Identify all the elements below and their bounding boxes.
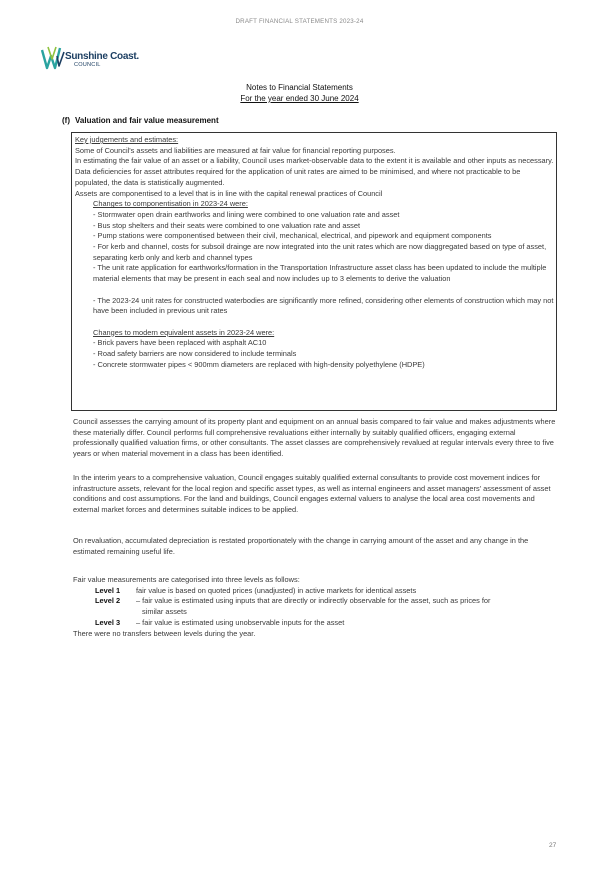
level-text-cont: similar assets xyxy=(142,607,187,617)
list-item: - Concrete stormwater pipes < 900mm diameters are replaced with high-density polyethylene (HDPE) xyxy=(93,359,425,369)
level-text: fair value is based on quoted prices (unadjusted) in active markets for identical assets xyxy=(136,585,417,595)
council-logo xyxy=(40,42,160,72)
box-heading: Key judgements and estimates: xyxy=(75,135,179,144)
list-item: - Stormwater open drain earthworks and lining were combined to one valuation rate and asset xyxy=(93,209,400,219)
page-title xyxy=(0,82,599,104)
box-line-4: Assets are componentised to a level that is in line with the capital renewal practices of Council xyxy=(75,188,383,198)
level-row xyxy=(73,596,560,617)
spacer xyxy=(93,285,554,296)
draft-header: DRAFT FINANCIAL STATEMENTS 2023-24 xyxy=(235,18,364,25)
list-item: - The 2023-24 unit rates for constructed waterbodies are significantly more refined, considering other elements of construction which may not have been included in previous unit rates xyxy=(93,295,554,316)
modern-equivalent-heading: Changes to modern equivalent assets in 2023-24 were: xyxy=(93,327,275,337)
title-line-2: For the year ended 30 June 2024 xyxy=(240,94,359,103)
fair-value-levels xyxy=(73,575,560,639)
level-label: Level 3 xyxy=(95,617,121,627)
closing-sentence: There were no transfers between levels during the year. xyxy=(73,628,256,638)
list-item: - Brick pavers have been replaced with asphalt AC10 xyxy=(93,338,267,348)
spacer xyxy=(93,317,554,328)
key-judgements-box xyxy=(71,132,557,411)
logo-wave-icon xyxy=(40,42,66,72)
level-label: Level 1 xyxy=(95,585,121,595)
logo-sub: COUNCIL xyxy=(74,62,101,68)
box-line-3: Data deficiencies for asset attributes required for the application of unit rates are aimed to be minimised, and where not practicable to be populated, the data is statistically augmented. xyxy=(75,167,521,187)
section-heading xyxy=(62,116,219,127)
list-item: - Pump stations were componentised between their civil, mechanical, electrical, and pipework and equipment components xyxy=(93,231,492,241)
list-item: - Road safety barriers are now considered to include terminals xyxy=(93,349,297,359)
page-number: 27 xyxy=(549,842,557,849)
level-row xyxy=(73,618,560,629)
list-item: - The unit rate application for earthworks/formation in the Transportation Infrastructure asset class has been updated to include the multiple material elements that may be present in each seal and now includes up to 3 elements to derive the valuation xyxy=(93,263,547,284)
paragraph-interim-years: In the interim years to a comprehensive valuation, Council engages suitably qualified external consultants to provide cost movement indices for infrastructure assets, relevant for the local region and specific asset types, as well as internal engineers and asset managers' assessment of asset conditions and cost assumptions. For the land and buildings, Council engages external valuers to analyse the local area cost movements and external market forces and determines suitable indices to be applied. xyxy=(73,473,551,515)
title-line-1: Notes to Financial Statements xyxy=(246,83,353,92)
paragraph-revaluation: On revaluation, accumulated depreciation is restated proportionately with the change in carrying amount of the asset and any change in the estimated remaining useful life. xyxy=(73,536,529,556)
level-text-block xyxy=(130,596,560,617)
section-title: Valuation and fair value measurement xyxy=(75,116,219,125)
box-line-1: Some of Council's assets and liabilities are measured at fair value for financial reporting purposes. xyxy=(75,145,396,155)
paragraph-carrying-amount: Council assesses the carrying amount of its property plant and equipment on an annual basis compared to fair value and makes adjustments where these materially differ. Council performs full comprehensive revaluations either internally by suitably qualified officers, engaging external professionally qualified valuation firms, or other consultants. The asset classes are comprehensively revalued at regular intervals every three to five years or when material movement in a class has been identified. xyxy=(73,417,556,459)
level-row xyxy=(73,586,560,597)
level-text: – fair value is estimated using unobservable inputs for the asset xyxy=(136,617,345,627)
list-item: - Bus stop shelters and their seats were combined to one valuation rate and asset xyxy=(93,220,361,230)
level-text: – fair value is estimated using inputs that are directly or indirectly observable for the asset, such as prices for xyxy=(136,596,491,606)
logo-name: Sunshine Coast. xyxy=(65,51,139,62)
box-line-2: In estimating the fair value of an asset or a liability, Council uses market-observable data to the extent it is available and other inputs as necessary. xyxy=(75,156,554,166)
componentisation-list xyxy=(75,199,554,370)
section-number: (f) xyxy=(62,116,70,125)
levels-intro: Fair value measurements are categorised into three levels as follows: xyxy=(73,575,300,584)
level-label: Level 2 xyxy=(95,596,121,606)
list-item: - For kerb and channel, costs for subsoil drainge are now integrated into the unit rates which are now diaggregated based on type of asset, separating kerb only and kerb and channel types xyxy=(93,242,547,262)
componentisation-heading: Changes to componentisation in 2023-24 were: xyxy=(93,199,248,209)
